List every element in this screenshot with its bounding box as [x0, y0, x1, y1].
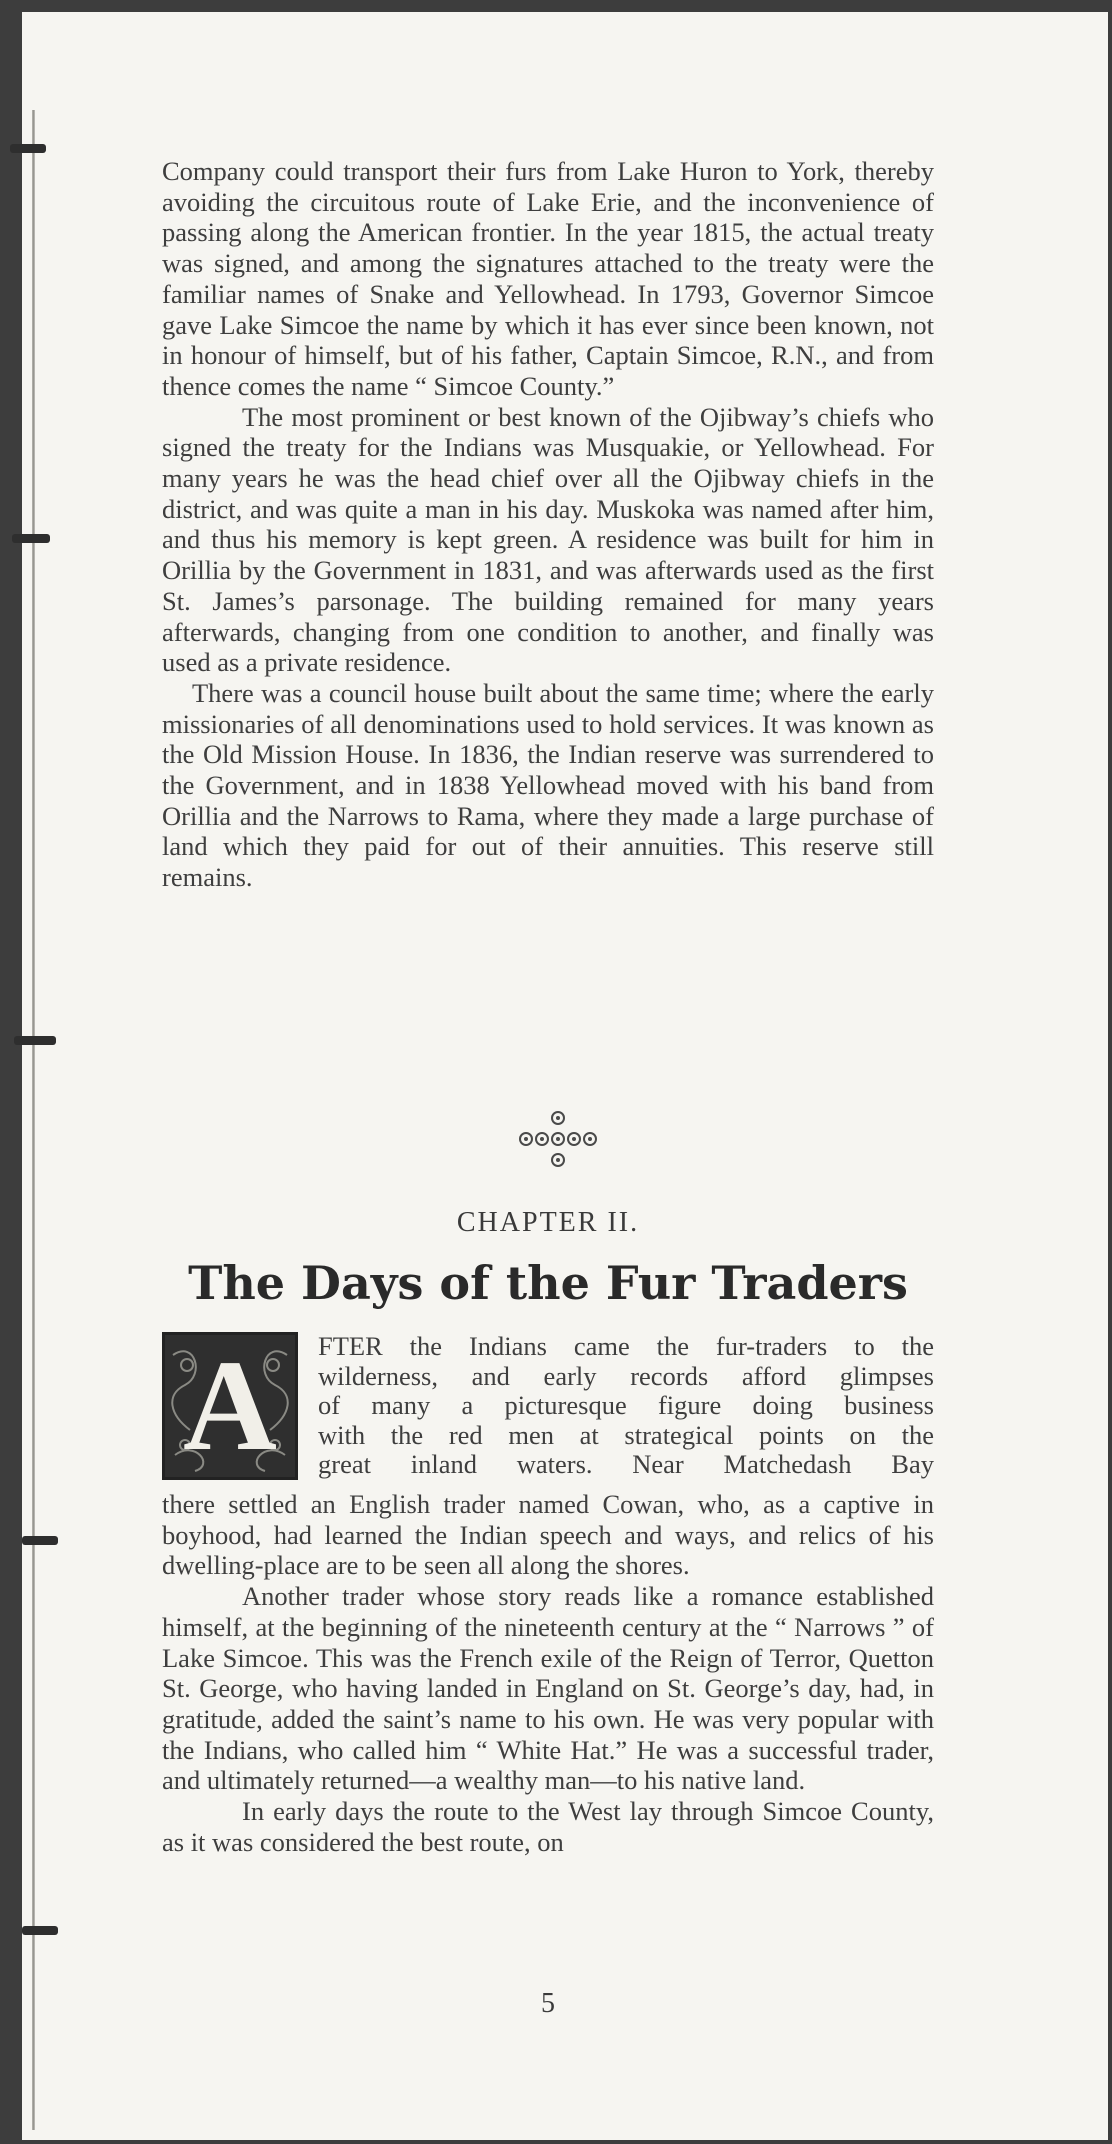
- section-ornament: [508, 1106, 608, 1172]
- paragraph-council-house: There was a council house built about the same time; where the early missionaries of all denominations used to hold services. It was known as the Old Mission House. In 1836, the Indian reserve was surrendered to the Government, and in 1838 Yellowhead moved with his band from Orillia and the Narrows to Rama, where they made a large purchase of land which they paid for out of their annuities. This reserve still remains.: [162, 677, 934, 893]
- opening-line: wilderness, and early records afford glimpses: [318, 1360, 934, 1391]
- drop-cap-letter: A: [183, 1334, 277, 1478]
- opening-line: FTER the Indians came the fur-traders to the: [318, 1331, 934, 1361]
- opening-line: of many a picturesque figure doing business: [318, 1390, 934, 1420]
- paragraph-cowan: there settled an English trader named Cowan, who, as a captive in boyhood, had learned the Indian speech and ways, and relics of his dwelling-place are to be seen all along the shores.: [162, 1489, 934, 1581]
- binding-stitch: [22, 1536, 58, 1545]
- chapter-opening-lines: [318, 1332, 934, 1480]
- binding-stitch: [10, 144, 46, 153]
- binding-stitch: [12, 534, 50, 543]
- page-binding: [32, 110, 35, 2130]
- paragraph-company-furs: Company could transport their furs from Lake Huron to York, thereby avoiding the circuitous route of Lake Erie, and the inconvenience of passing along the American frontier. In the year 1815, the actual treaty was signed, and among the signatures attached to the treaty were the familiar names of Snake and Yellowhead. In 1793, Governor Simcoe gave Lake Simcoe the name by which it has ever since been known, not in honour of himself, but of his father, Captain Simcoe, R.N., and from thence comes the name “ Simcoe County.”: [162, 156, 934, 401]
- upper-text: [162, 156, 934, 893]
- paragraph-route-west: In early days the route to the West lay through Simcoe County, as it was considered the best route, on: [162, 1796, 934, 1857]
- paragraph-musquakie: The most prominent or best known of the Ojibway’s chiefs who signed the treaty for the Indians was Musquakie, or Yellowhead. For many years he was the head chief over all the Ojibway chiefs in the district, and was quite a man in his day. Muskoka was named after him, and thus his memory is kept green. A residence was built for him in Orillia by the Government in 1831, and was afterwards used as the first St. James’s parsonage. The building remained for many years afterwards, changing from one condition to another, and finally was used as a private residence.: [162, 401, 934, 678]
- chapter-number: CHAPTER II.: [456, 1207, 640, 1238]
- chapter-title: The Days of the Fur Traders: [188, 1256, 908, 1310]
- drop-cap-initial: [162, 1332, 298, 1480]
- opening-line: with the red men at strategical points on the: [318, 1419, 934, 1450]
- lower-text: [162, 1489, 934, 1857]
- opening-line: great inland waters. Near Matchedash Bay: [318, 1449, 934, 1479]
- paragraph-quetton-st-george: Another trader whose story reads like a romance established himself, at the beginning of the nineteenth century at the “ Narrows ” of Lake Simcoe. This was the French exile of the Reign of Terror, Quetton St. George, who having landed in England on St. George’s day, had, in gratitude, added the saint’s name to his own. He was very popular with the Indians, who called him “ White Hat.” He was a successful trader, and ultimately returned—a wealthy man—to his native land.: [162, 1581, 934, 1796]
- binding-stitch: [14, 1036, 56, 1045]
- binding-stitch: [22, 1926, 58, 1935]
- page-number: 5: [541, 1988, 555, 2019]
